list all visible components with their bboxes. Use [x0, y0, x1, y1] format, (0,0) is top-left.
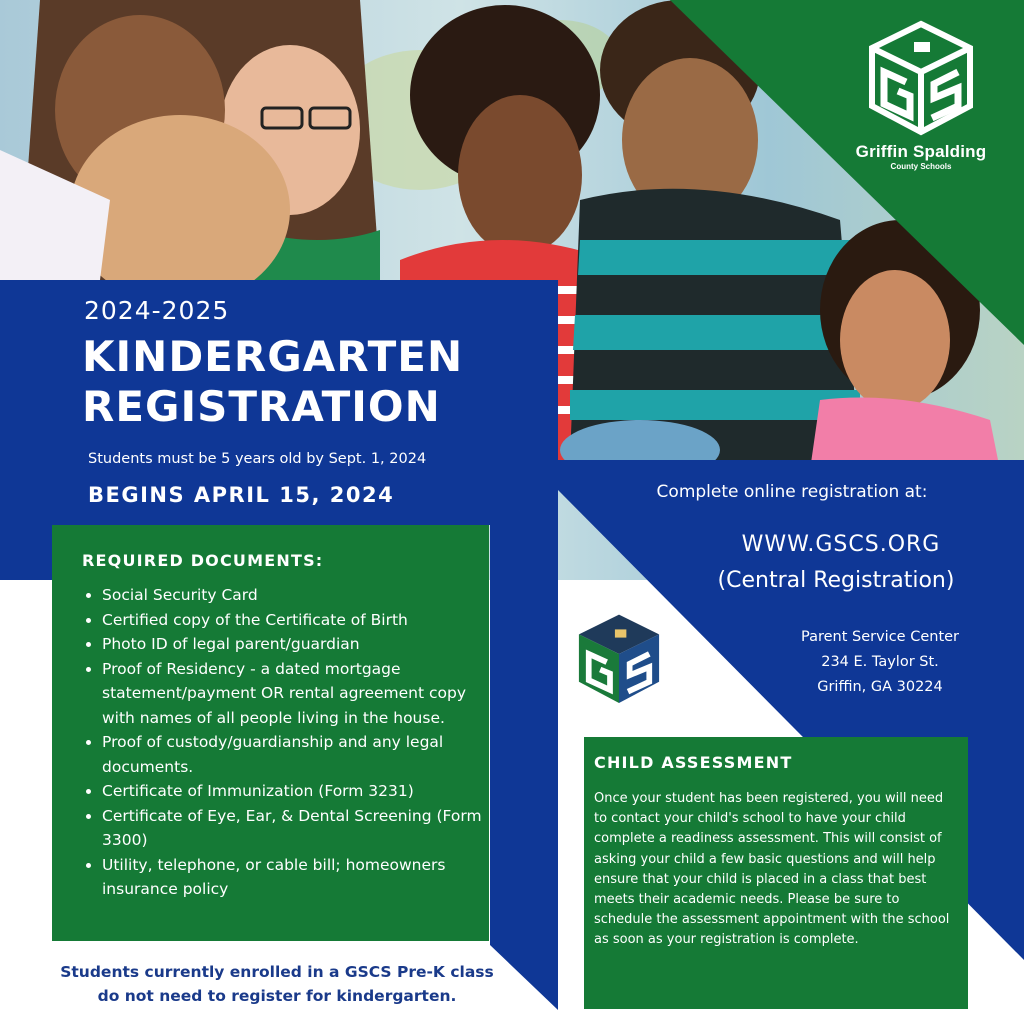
list-item: • Certificate of Eye, Ear, & Dental Screening (Form 3300) [102, 804, 502, 853]
child-assessment-heading: CHILD ASSESSMENT [594, 753, 793, 772]
list-item: • Certified copy of the Certificate of Birth [102, 608, 502, 633]
required-documents-panel [52, 525, 489, 941]
school-year: 2024-2025 [84, 296, 230, 325]
logo-subname: County Schools [890, 162, 952, 171]
registration-url[interactable]: WWW.GSCS.ORG [741, 532, 941, 557]
child-assessment-body: Once your student has been registered, you will need to contact your child's school to have your child complete a readiness assessment. This will consist of asking your child a few basic questions and will help ensure that your child is placed in a class that best meets their academic needs. Please be sure to schedule the assessment appointment with the school as soon as your registration is complete. [594, 791, 950, 948]
address-line-1: Parent Service Center [800, 629, 960, 645]
start-date: BEGINS APRIL 15, 2024 [88, 483, 395, 507]
logo-name: Griffin Spalding [855, 142, 987, 161]
child-assessment-panel [584, 737, 968, 1009]
age-requirement: Students must be 5 years old by Sept. 1, 2024 [88, 451, 427, 467]
address-line-2: 234 E. Taylor St. [821, 654, 939, 670]
list-item: • Utility, telephone, or cable bill; homeowners insurance policy [102, 853, 502, 902]
list-item: • Certificate of Immunization (Form 3231) [102, 779, 502, 804]
list-item: • Proof of Residency - a dated mortgage statement/payment OR rental agreement copy with names of all people living in the house. [102, 657, 502, 731]
list-item: • Social Security Card [102, 583, 502, 608]
address-line-3: Griffin, GA 30224 [817, 679, 943, 695]
list-item: • Photo ID of legal parent/guardian [102, 632, 502, 657]
headline-line-2: REGISTRATION [82, 382, 441, 431]
gscs-cube-color-icon [574, 608, 664, 713]
registration-url-subtitle: (Central Registration) [717, 568, 955, 593]
page-title [82, 332, 463, 432]
prek-note: Students currently enrolled in a GSCS Pre-K class do not need to register for kindergarten. [60, 963, 494, 1005]
required-documents-heading: REQUIRED DOCUMENTS: [82, 551, 324, 570]
list-item: • Proof of custody/guardianship and any legal documents. [102, 730, 502, 779]
required-documents-list [82, 583, 502, 902]
parent-service-center-address [770, 625, 990, 700]
headline-line-1: KINDERGARTEN [82, 332, 464, 381]
online-registration-label: Complete online registration at: [656, 482, 928, 502]
